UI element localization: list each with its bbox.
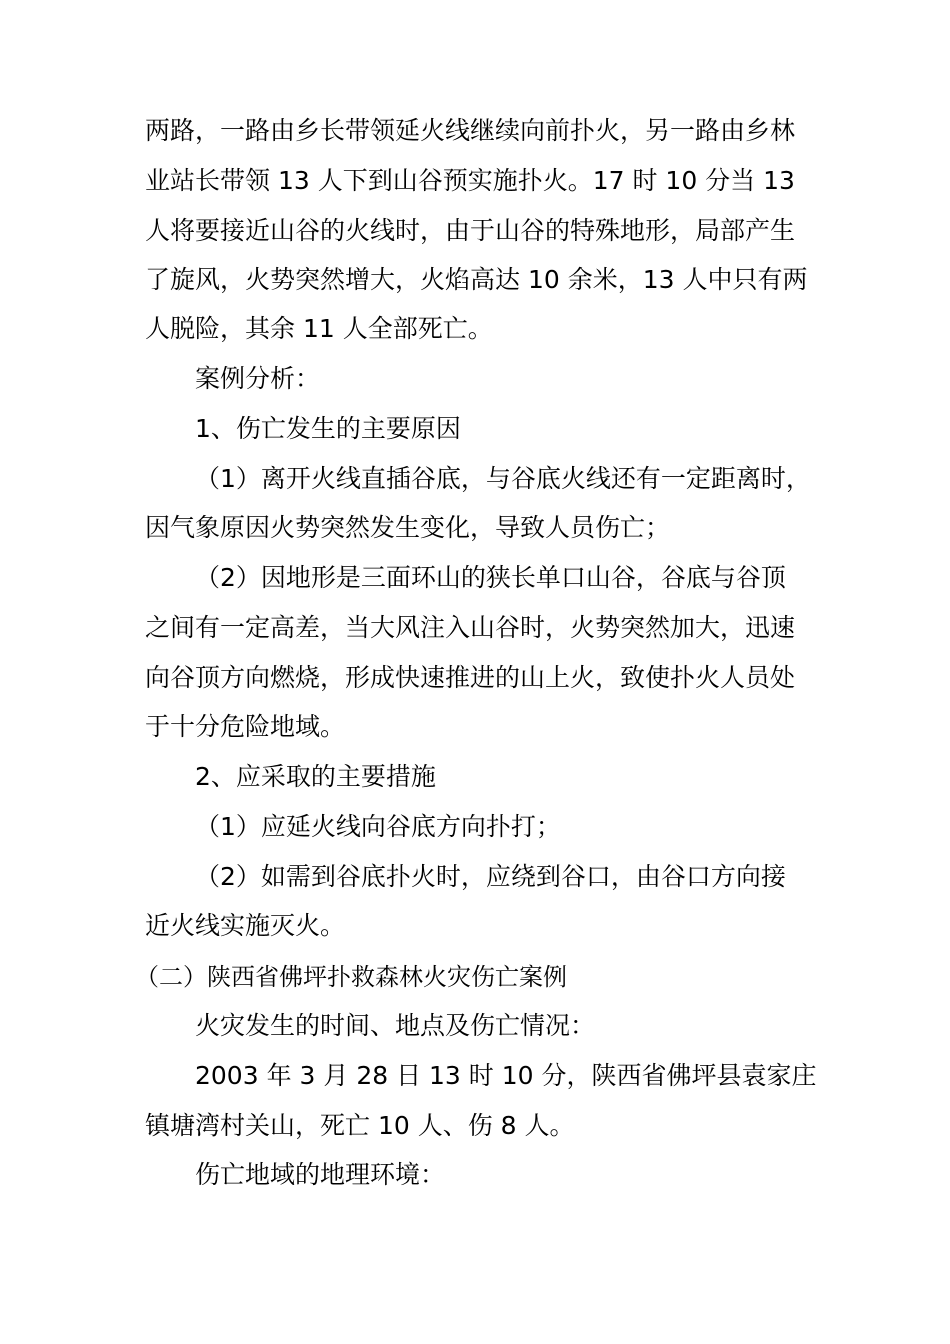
paragraph-line: 之间有一定高差，当大风注入山谷时，火势突然加大，迅速: [145, 613, 796, 642]
paragraph-line: （2）如需到谷底扑火时，应绕到谷口，由谷口方向接: [195, 862, 786, 891]
paragraph-line: （1）离开火线直插谷底，与谷底火线还有一定距离时，: [195, 464, 811, 493]
paragraph-line: 人将要接近山谷的火线时，由于山谷的特殊地形，局部产生: [145, 216, 796, 245]
paragraph-line: 于十分危险地域。: [145, 712, 346, 741]
section-label: 案例分析：: [195, 364, 321, 393]
paragraph-line: 因气象原因火势突然发生变化，导致人员伤亡；: [145, 513, 671, 542]
paragraph-line: 人脱险，其余 11 人全部死亡。: [145, 314, 493, 343]
paragraph-line: 了旋风，火势突然增大，火焰高达 10 余米，13 人中只有两: [145, 265, 808, 294]
paragraph-line: （2）因地形是三面环山的狭长单口山谷，谷底与谷顶: [195, 563, 786, 592]
paragraph-line: 2003 年 3 月 28 日 13 时 10 分，陕西省佛坪县袁家庄: [195, 1061, 817, 1090]
paragraph-line: 近火线实施灭火。: [145, 911, 346, 940]
paragraph-line: 镇塘湾村关山，死亡 10 人、伤 8 人。: [145, 1111, 575, 1140]
paragraph-line: 向谷顶方向燃烧，形成快速推进的山上火，致使扑火人员处: [145, 663, 796, 692]
section-label: 伤亡地域的地理环境：: [195, 1160, 446, 1189]
paragraph-line: 业站长带领 13 人下到山谷预实施扑火。17 时 10 分当 13: [145, 166, 795, 195]
paragraph-line: （1）应延火线向谷底方向扑打；: [195, 812, 561, 841]
section-heading: （二）陕西省佛坪扑救森林火灾伤亡案例: [135, 963, 567, 991]
subheading: 2、应采取的主要措施: [195, 762, 436, 791]
section-label: 火灾发生的时间、地点及伤亡情况：: [195, 1011, 596, 1040]
subheading: 1、伤亡发生的主要原因: [195, 414, 461, 443]
paragraph-line: 两路，一路由乡长带领延火线继续向前扑火，另一路由乡林: [145, 116, 796, 145]
